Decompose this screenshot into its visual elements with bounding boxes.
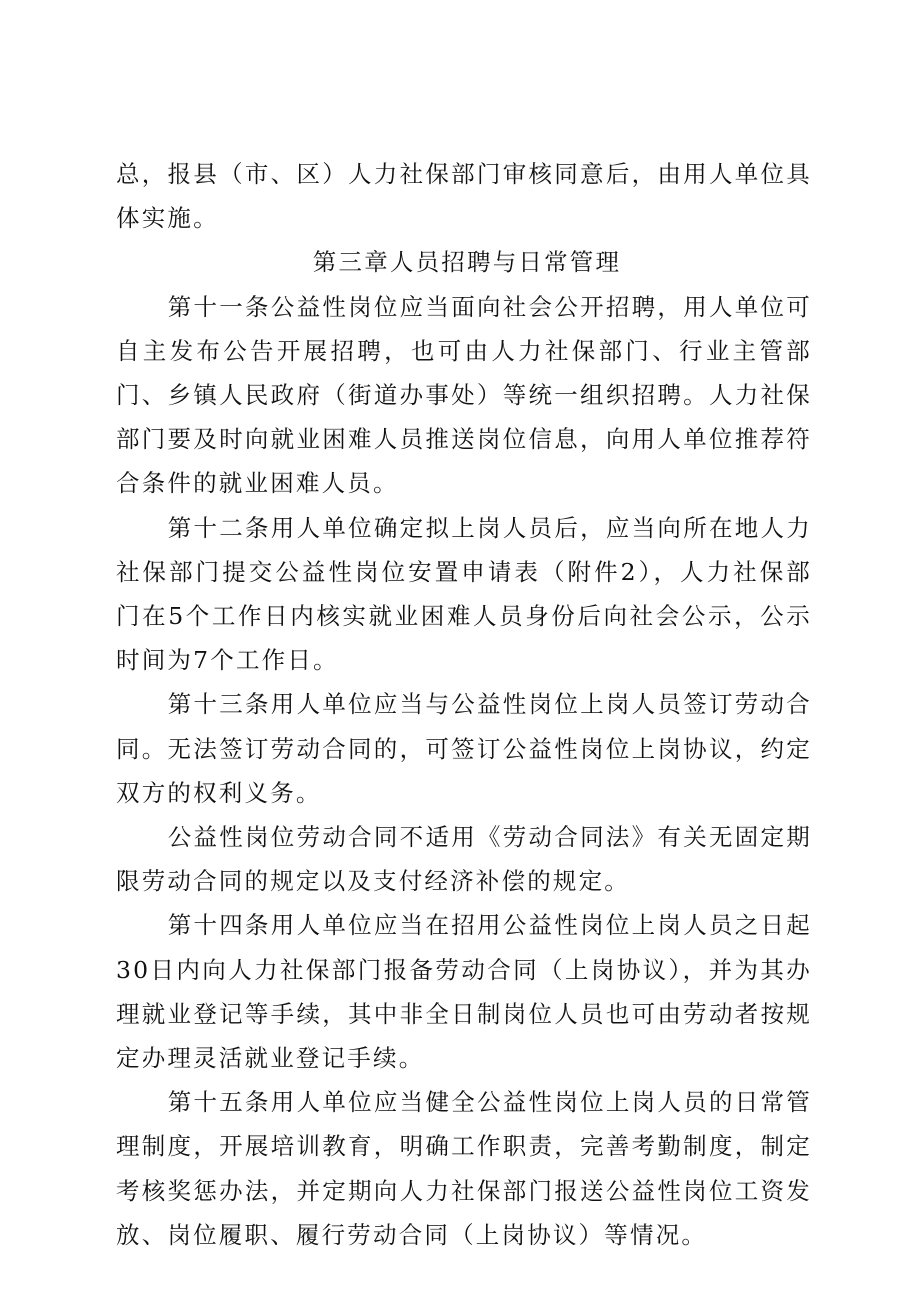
article-13-paragraph: 第十三条用人单位应当与公益性岗位上岗人员签订劳动合同。无法签订劳动合同的，可签订公益性岗位上岗协议，约定双方的权利义务。 <box>116 690 812 807</box>
article-15-paragraph: 第十五条用人单位应当健全公益性岗位上岗人员的日常管理制度，开展培训教育，明确工作职责，完善考勤制度，制定考核奖惩办法，并定期向人力社保部门报送公益性岗位工资发放、岗位履职、履行劳动合同（上岗协议）等情况。 <box>116 1088 812 1249</box>
article-13-note-paragraph: 公益性岗位劳动合同不适用《劳动合同法》有关无固定期限劳动合同的规定以及支付经济补偿的规定。 <box>116 823 812 896</box>
document-body <box>116 152 812 1257</box>
article-12-paragraph: 第十二条用人单位确定拟上岗人员后，应当向所在地人力社保部门提交公益性岗位安置申请表（附件2），人力社保部门在5个工作日内核实就业困难人员身份后向社会公示，公示时间为7个工作日。 <box>116 513 812 675</box>
article-11-paragraph: 第十一条公益性岗位应当面向社会公开招聘，用人单位可自主发布公告开展招聘，也可由人力社保部门、行业主管部门、乡镇人民政府（街道办事处）等统一组织招聘。人力社保部门要及时向就业困难人员推送岗位信息，向用人单位推荐符合条件的就业困难人员。 <box>116 292 812 498</box>
article-14-paragraph: 第十四条用人单位应当在招用公益性岗位上岗人员之日起30日内向人力社保部门报备劳动合同（上岗协议），并为其办理就业登记等手续，其中非全日制岗位人员也可由劳动者按规定办理灵活就业登记手续。 <box>116 911 812 1073</box>
chapter-heading: 第三章人员招聘与日常管理 <box>312 248 622 277</box>
paragraph-continuation: 总，报县（市、区）人力社保部门审核同意后，由用人单位具体实施。 <box>116 160 812 233</box>
